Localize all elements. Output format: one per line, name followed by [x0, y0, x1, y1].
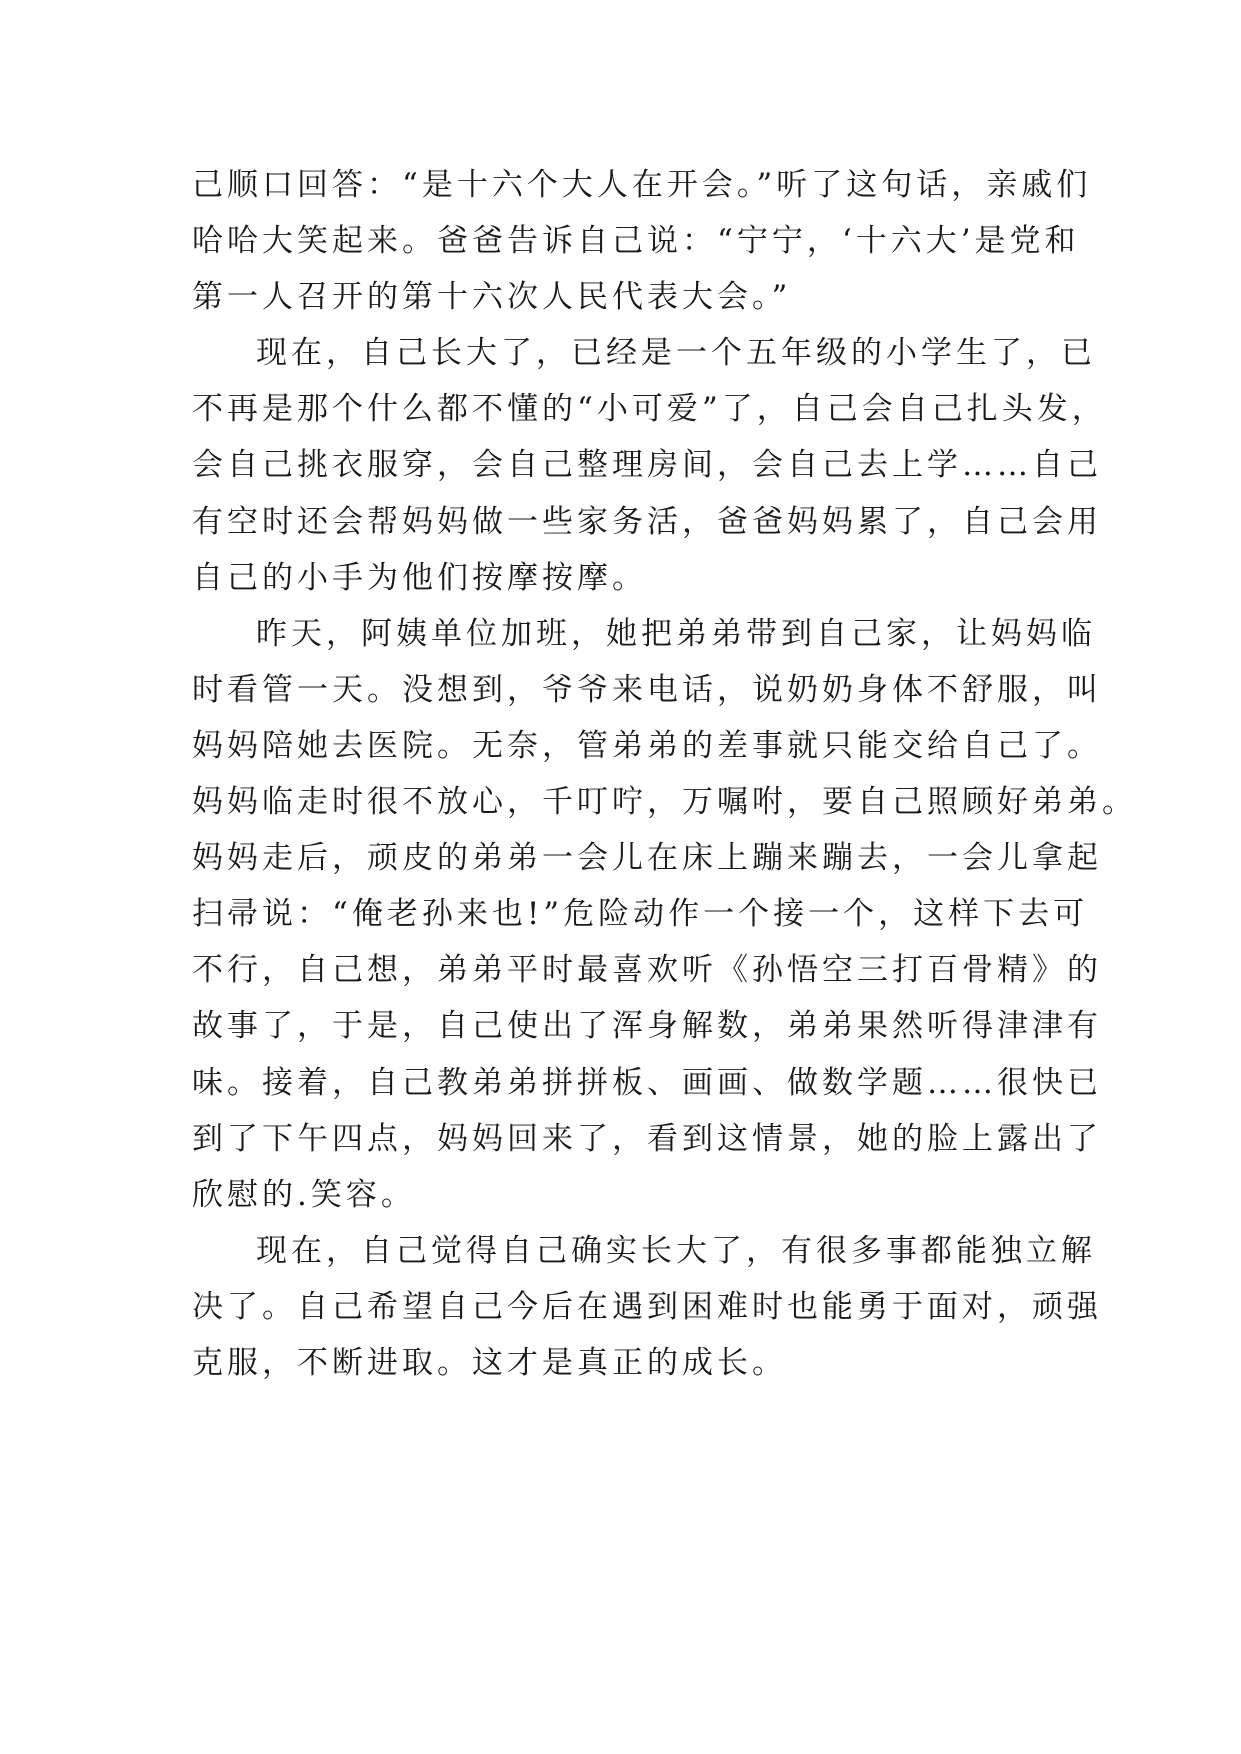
text-line: 到了下午四点，妈妈回来了，看到这情景，她的脸上露出了	[192, 1120, 1102, 1157]
text-line: 故事了，于是，自己使出了浑身解数，弟弟果然听得津津有	[192, 1008, 1102, 1045]
text-line: 妈妈陪她去医院。无奈，管弟弟的差事就只能交给自己了。	[192, 727, 1102, 764]
text-line: 欣慰的.笑容。	[192, 1176, 416, 1213]
text-line: 第一人召开的第十六次人民代表大会。”	[192, 279, 792, 316]
paragraph-first-line: 昨天，阿姨单位加班，她把弟弟带到自己家，让妈妈临	[256, 615, 1096, 652]
paragraph-first-line: 现在，自己长大了，已经是一个五年级的小学生了，已	[256, 335, 1096, 372]
text-line: 不再是那个什么都不懂的“小可爱”了，自己会自己扎头发，	[192, 391, 1107, 428]
text-line: 味。接着，自己教弟弟拼拼板、画画、做数学题……很快已	[192, 1064, 1102, 1101]
text-line: 克服，不断进取。这才是真正的成长。	[192, 1344, 787, 1381]
text-line: 妈妈临走时很不放心，千叮咛，万嘱咐，要自己照顾好弟弟。	[192, 784, 1137, 821]
text-line: 时看管一天。没想到，爷爷来电话，说奶奶身体不舒服，叫	[192, 671, 1102, 708]
essay-body	[192, 157, 1137, 1391]
text-line: 自己的小手为他们按摩按摩。	[192, 559, 647, 596]
text-line: 扫帚说：“俺老孙来也!”危险动作一个接一个，这样下去可	[192, 896, 1089, 933]
text-line: 妈妈走后，顽皮的弟弟一会儿在床上蹦来蹦去，一会儿拿起	[192, 840, 1102, 877]
text-line: 决了。自己希望自己今后在遇到困难时也能勇于面对，顽强	[192, 1288, 1102, 1325]
text-line: 哈哈大笑起来。爸爸告诉自己说：“宁宁，‘十六大’是党和	[192, 223, 1080, 260]
text-line: 不行，自己想，弟弟平时最喜欢听《孙悟空三打百骨精》的	[192, 952, 1102, 989]
paragraph-first-line: 现在，自己觉得自己确实长大了，有很多事都能独立解	[256, 1232, 1096, 1269]
text-line: 己顺口回答：“是十六个大人在开会。”听了这句话，亲戚们	[192, 167, 1092, 203]
text-line: 会自己挑衣服穿，会自己整理房间，会自己去上学……自己	[192, 447, 1102, 484]
text-line: 有空时还会帮妈妈做一些家务活，爸爸妈妈累了，自己会用	[192, 503, 1102, 540]
